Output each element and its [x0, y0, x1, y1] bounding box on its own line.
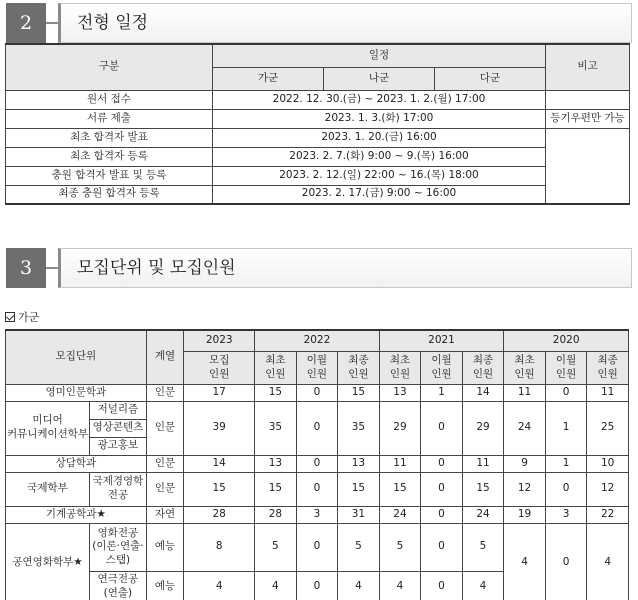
track: 예능 [146, 523, 183, 571]
value: 8 [184, 523, 255, 571]
value: 28 [184, 506, 255, 523]
value: 15 [338, 384, 380, 401]
value: 22 [587, 506, 629, 523]
table-row [6, 472, 629, 506]
value: 28 [255, 506, 297, 523]
table-row [6, 384, 629, 401]
connector-line [46, 22, 58, 24]
row-date: 2023. 1. 20.(금) 16:00 [213, 128, 546, 147]
value: 3 [296, 506, 338, 523]
table-row [6, 523, 629, 571]
row-note [546, 90, 630, 109]
value: 0 [421, 472, 463, 506]
row-date: 2023. 2. 12.(일) 22:00 ~ 16.(목) 18:00 [213, 166, 546, 185]
section-number: 3 [6, 248, 46, 288]
value: 0 [296, 384, 338, 401]
value: 3 [545, 506, 587, 523]
row-label: 원서 접수 [6, 90, 213, 109]
sub-major: 영상콘텐츠 [90, 419, 147, 437]
value: 1 [545, 455, 587, 472]
connector-line [46, 267, 58, 269]
value: 5 [338, 523, 380, 571]
header-final: 최종 인원 [338, 351, 380, 384]
header-year-2023: 2023 [184, 330, 255, 351]
header-year-2020: 2020 [504, 330, 629, 351]
value: 15 [462, 472, 504, 506]
value: 15 [255, 384, 297, 401]
value: 0 [421, 455, 463, 472]
header-track: 계열 [146, 330, 183, 384]
header-year-2022: 2022 [255, 330, 380, 351]
value: 14 [462, 384, 504, 401]
value: 14 [184, 455, 255, 472]
value: 1 [545, 401, 587, 455]
value: 24 [379, 506, 421, 523]
section-title: 모집단위 및 모집인원 [58, 248, 632, 288]
value: 0 [421, 506, 463, 523]
header-group-da: 다군 [435, 67, 546, 90]
header-year-2021: 2021 [379, 330, 504, 351]
sub-major: 저널리즘 [90, 401, 147, 419]
row-label: 최종 충원 합격자 등록 [6, 185, 213, 204]
value: 4 [462, 571, 504, 600]
unit-name: 공연영화학부★ [6, 523, 90, 600]
unit-name: 국제학부 [6, 472, 90, 506]
value: 0 [296, 401, 338, 455]
value: 5 [379, 523, 421, 571]
track: 자연 [146, 506, 183, 523]
value: 29 [462, 401, 504, 455]
header-carry: 이월 인원 [421, 351, 463, 384]
header-unit: 모집단위 [6, 330, 147, 384]
section-title: 전형 일정 [58, 3, 632, 43]
value: 0 [421, 401, 463, 455]
value: 11 [462, 455, 504, 472]
unit-name: 상담학과 [6, 455, 147, 472]
value: 24 [504, 401, 546, 455]
section-header-quota [6, 248, 632, 288]
header-group-na: 나군 [324, 67, 435, 90]
value: 15 [379, 472, 421, 506]
header-schedule: 일정 [213, 44, 546, 67]
value: 0 [296, 455, 338, 472]
value: 35 [255, 401, 297, 455]
value: 0 [296, 571, 338, 600]
value: 11 [504, 384, 546, 401]
table-row [6, 166, 630, 185]
value: 11 [587, 384, 629, 401]
sub-major: 국제경영학 전공 [90, 472, 147, 506]
row-label: 최초 합격자 발표 [6, 128, 213, 147]
table-row [6, 128, 630, 147]
value: 9 [504, 455, 546, 472]
table-row [6, 109, 630, 128]
row-date: 2023. 2. 7.(화) 9:00 ~ 9.(목) 16:00 [213, 147, 546, 166]
header-carry: 이월 인원 [545, 351, 587, 384]
quota-table [5, 329, 629, 600]
value: 39 [184, 401, 255, 455]
group-label [5, 309, 39, 325]
value: 4 [184, 571, 255, 600]
sub-major: 광고홍보 [90, 437, 147, 455]
row-label: 충원 합격자 발표 및 등록 [6, 166, 213, 185]
section-header-schedule [6, 3, 632, 43]
value: 35 [338, 401, 380, 455]
value: 11 [379, 455, 421, 472]
value: 10 [587, 455, 629, 472]
value: 5 [255, 523, 297, 571]
checkbox-icon [5, 312, 15, 322]
value: 4 [255, 571, 297, 600]
header-final: 최종 인원 [462, 351, 504, 384]
unit-name: 미디어 커뮤니케이션학부 [6, 401, 90, 455]
section-number: 2 [6, 3, 46, 43]
track: 인문 [146, 455, 183, 472]
table-row [6, 147, 630, 166]
value: 25 [587, 401, 629, 455]
sub-major: 연극전공 (연출) [90, 571, 147, 600]
row-date: 2023. 2. 17.(금) 9:00 ~ 16:00 [213, 185, 546, 204]
header-initial: 최초 인원 [504, 351, 546, 384]
table-row [6, 90, 630, 109]
table-row [6, 455, 629, 472]
header-final: 최종 인원 [587, 351, 629, 384]
value: 0 [545, 472, 587, 506]
value: 13 [379, 384, 421, 401]
header-carry: 이월 인원 [296, 351, 338, 384]
table-row [6, 401, 629, 419]
unit-name: 기계공학과★ [6, 506, 147, 523]
header-quota: 모집 인원 [184, 351, 255, 384]
value: 15 [184, 472, 255, 506]
value: 13 [338, 455, 380, 472]
track: 예능 [146, 571, 183, 600]
row-label: 서류 제출 [6, 109, 213, 128]
schedule-table [5, 43, 630, 205]
track: 인문 [146, 401, 183, 455]
value: 15 [255, 472, 297, 506]
value: 31 [338, 506, 380, 523]
value: 0 [421, 571, 463, 600]
header-category: 구분 [6, 44, 213, 90]
header-initial: 최초 인원 [379, 351, 421, 384]
value: 24 [462, 506, 504, 523]
value: 4 [587, 523, 629, 600]
value: 5 [462, 523, 504, 571]
row-label: 최초 합격자 등록 [6, 147, 213, 166]
value: 0 [545, 523, 587, 600]
table-row [6, 185, 630, 204]
row-date: 2023. 1. 3.(화) 17:00 [213, 109, 546, 128]
value: 0 [296, 523, 338, 571]
track: 인문 [146, 472, 183, 506]
row-note: 등기우편만 가능 [546, 109, 630, 128]
header-initial: 최초 인원 [255, 351, 297, 384]
value: 13 [255, 455, 297, 472]
row-date: 2022. 12. 30.(금) ~ 2023. 1. 2.(월) 17:00 [213, 90, 546, 109]
table-row [6, 506, 629, 523]
value: 12 [504, 472, 546, 506]
value: 19 [504, 506, 546, 523]
value: 4 [338, 571, 380, 600]
value: 4 [379, 571, 421, 600]
value: 0 [545, 384, 587, 401]
row-note-empty [546, 128, 630, 204]
group-label-text: 가군 [18, 311, 40, 324]
sub-major: 영화전공 (이론·연출· 스탭) [90, 523, 147, 571]
value: 12 [587, 472, 629, 506]
value: 1 [421, 384, 463, 401]
value: 0 [421, 523, 463, 571]
header-note: 비고 [546, 44, 630, 90]
track: 인문 [146, 384, 183, 401]
value: 4 [504, 523, 546, 600]
value: 29 [379, 401, 421, 455]
header-group-ga: 가군 [213, 67, 324, 90]
value: 17 [184, 384, 255, 401]
value: 0 [296, 472, 338, 506]
value: 15 [338, 472, 380, 506]
unit-name: 영미인문학과 [6, 384, 147, 401]
